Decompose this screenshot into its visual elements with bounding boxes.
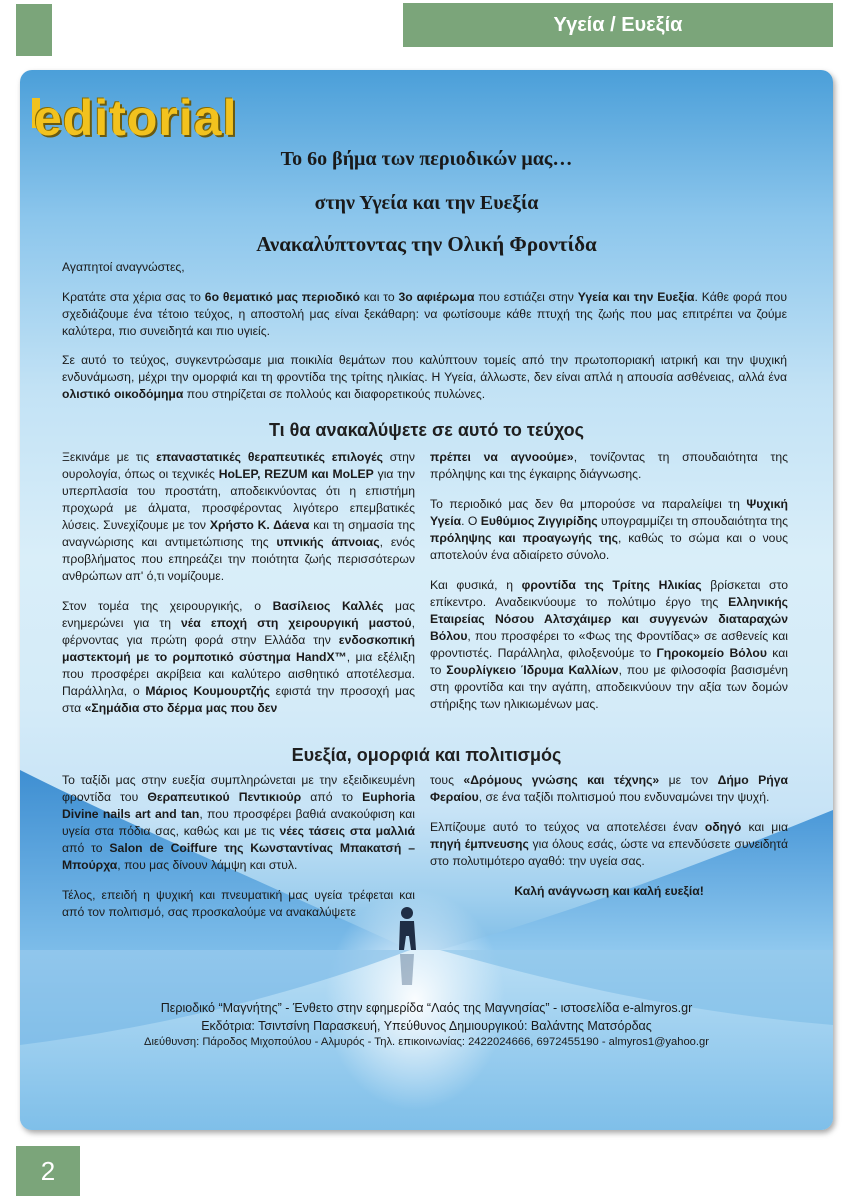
section1-right-column [430,449,788,726]
intro-paragraph-2: Σε αυτό το τεύχος, συγκεντρώσαμε μια ποικιλία θεμάτων που καλύπτουν τομείς από την πρωτοποριακή ιατρική και την ψυχική ενδυνάμωση, μέχρι την ομορφιά και τη φροντίδα της τρίτης ηλικίας. Η Υγεία, άλλωστε, δεν είναι απλά η απουσία ασθένειας, αλλά ένα ολιστικό οικοδόμημα που στηρίζεται σε πολλούς και διαφορετικούς πυλώνες. [62,353,787,401]
greeting: Αγαπητοί αναγνώστες, [62,260,185,274]
section1-left-column [62,449,415,730]
paragraph: Και φυσικά, η φροντίδα της Τρίτης Ηλικίας βρίσκεται στο επίκεντρο. Αναδεικνύουμε το πολύτιμο έργο της Ελληνικής Εταιρείας Νόσου Αλτσχάιμερ και συγγενών διαταραχών Βόλου, που προσφέρει το «Φως της Φροντίδας» σε ασθενείς και φροντιστές. Παράλληλα, φιλοξενούμε το Γηροκομείο Βόλου και το Σουρλίγκειο Ίδρυμα Καλλίων, που με φιλοσοφία βασισμένη στη φροντίδα και την αγάπη, αποδεικνύουν την αξία των δομών στήριξης των ηλικιωμένων μας. [430,578,788,711]
footer-contact-line: Διεύθυνση: Πάροδος Μιχοπούλου - Αλμυρός - Τηλ. επικοινωνίας: 2422024666, 6972455190 - almyros1@yahoo.gr [144,1036,709,1048]
intro-paragraph-1: Κρατάτε στα χέρια σας το 6ο θεματικό μας περιοδικό και το 3ο αφιέρωμα που εστιάζει στην Υγεία και την Ευεξία. Κάθε φορά που σχεδιάζουμε ένα τέτοιο τεύχος, η αποστολή μας είναι ξεκάθαρη: να φωτίσουμε κάθε πτυχή της ζωής που μας επιτρέπει να ζούμε καλύτερα, πιο συνειδητά και πιο υγιείς. [62,290,787,338]
section-heading-discover: Τι θα ανακαλύψετε σε αυτό το τεύχος [268,420,585,440]
headline-line-3: Ανακαλύπτοντας την Ολική Φροντίδα [256,232,597,256]
paragraph: Στον τομέα της χειρουργικής, ο Βασίλειος Καλλές μας ενημερώνει για τη νέα εποχή στη χειρουργική μαστού, φέρνοντας για πρώτη φορά στην Ελλάδα την ενδοσκοπική μαστεκτομή με το ρομποτικό σύστημα HandX™, μια εξέλιξη που προσφέρει ακρίβεια και καλύτερο αισθητικό αποτέλεσμα. Παράλληλα, ο Μάριος Κουμουρτζής εφιστά την προσοχή μας στα «Σημάδια στο δέρμα μας που δεν [62,599,416,715]
footer-publisher-line: Εκδότρια: Τσιντσίνη Παρασκευή, Υπεύθυνος Δημιουργικού: Βαλάντης Ματσόρδας [201,1019,652,1033]
headline-line-2: στην Υγεία και την Ευεξία [314,192,539,214]
page-number: 2 [16,1146,80,1196]
paragraph: Το περιοδικό μας δεν θα μπορούσε να παραλείψει τη Ψυχική Υγεία. Ο Ευθύμιος Ζιγγιρίδης υπογραμμίζει τη σπουδαιότητα της πρόληψης και προαγωγής της, καθώς το σώμα και ο νους αποτελούν ένα αδιαίρετο σύνολο. [430,497,789,562]
closing-line: Καλή ανάγνωση και καλή ευεξία! [514,884,704,898]
masthead-logo: editorial [34,90,238,146]
footer-magazine-line: Περιοδικό “Μαγνήτης” - Ένθετο στην εφημερίδα “Λαός της Μαγνησίας” - ιστοσελίδα e-almyros.gr [160,1001,693,1015]
section-tag: Υγεία / Ευεξία [403,3,833,47]
paragraph: Ελπίζουμε αυτό το τεύχος να αποτελέσει έναν οδηγό και μια πηγή έμπνευσης για όλους εσάς, ώστε να επενδύσετε συνειδητά στο πολυτιμότερο αγαθό: την υγεία σας. [430,820,788,868]
section2-left-column [62,772,415,934]
section-heading-wellness: Ευεξία, ομορφιά και πολιτισμός [291,745,562,765]
paragraph: Ξεκινάμε με τις επαναστατικές θεραπευτικές επιλογές στην ουρολογία, όπως οι τεχνικές HoLEP, REZUM και MoLEP για την υπερπλασία του προστάτη, αποδεικνύοντας ότι η επιστήμη προχωρά με άλματα, προσφέροντας λιγότερο επεμβατικές λύσεις. Συνεχίζουμε με τον Χρήστο Κ. Δάενα και τη σημασία της αναγνώρισης και αντιμετώπισης της υπνικής άπνοιας, ενός προβλήματος που επηρεάζει την ποιότητα ζωής περισσότερων ανθρώπων απ' ό,τι νομίζουμε. [62,450,415,583]
section2-right-column [430,772,788,913]
paragraph: πρέπει να αγνοούμε», τονίζοντας τη σπουδαιότητα της πρόληψης και της έγκαιρης διάγνωσης. [430,450,788,481]
corner-decoration [16,4,52,56]
editorial-panel [20,70,833,1130]
paragraph: τους «Δρόμους γνώσης και τέχνης» με τον Δήμο Ρήγα Φεραίου, σε ένα ταξίδι πολιτισμού που ενδυναμώνει την ψυχή. [430,773,788,804]
headline-line-1: Το 6ο βήμα των περιοδικών μας… [280,148,573,170]
paragraph: Το ταξίδι μας στην ευεξία συμπληρώνεται με την εξειδικευμένη φροντίδα του Θεραπευτικού Πεντικιούρ από το Euphoria Divine nails art and tan, που προσφέρει βαθιά ανακούφιση και υγεία στα πόδια σας, καθώς και με τις νέες τάσεις στα μαλλιά από το Salon de Coiffure της Κωνσταντίνας Μπακατσή – Μπούρχα, που μας δίνουν λάμψη και στυλ. [62,773,415,872]
paragraph: Τέλος, επειδή η ψυχική και πνευματική μας υγεία τρέφεται και από τον πολιτισμό, σας προσκαλούμε να ανακαλύψετε [62,888,415,919]
